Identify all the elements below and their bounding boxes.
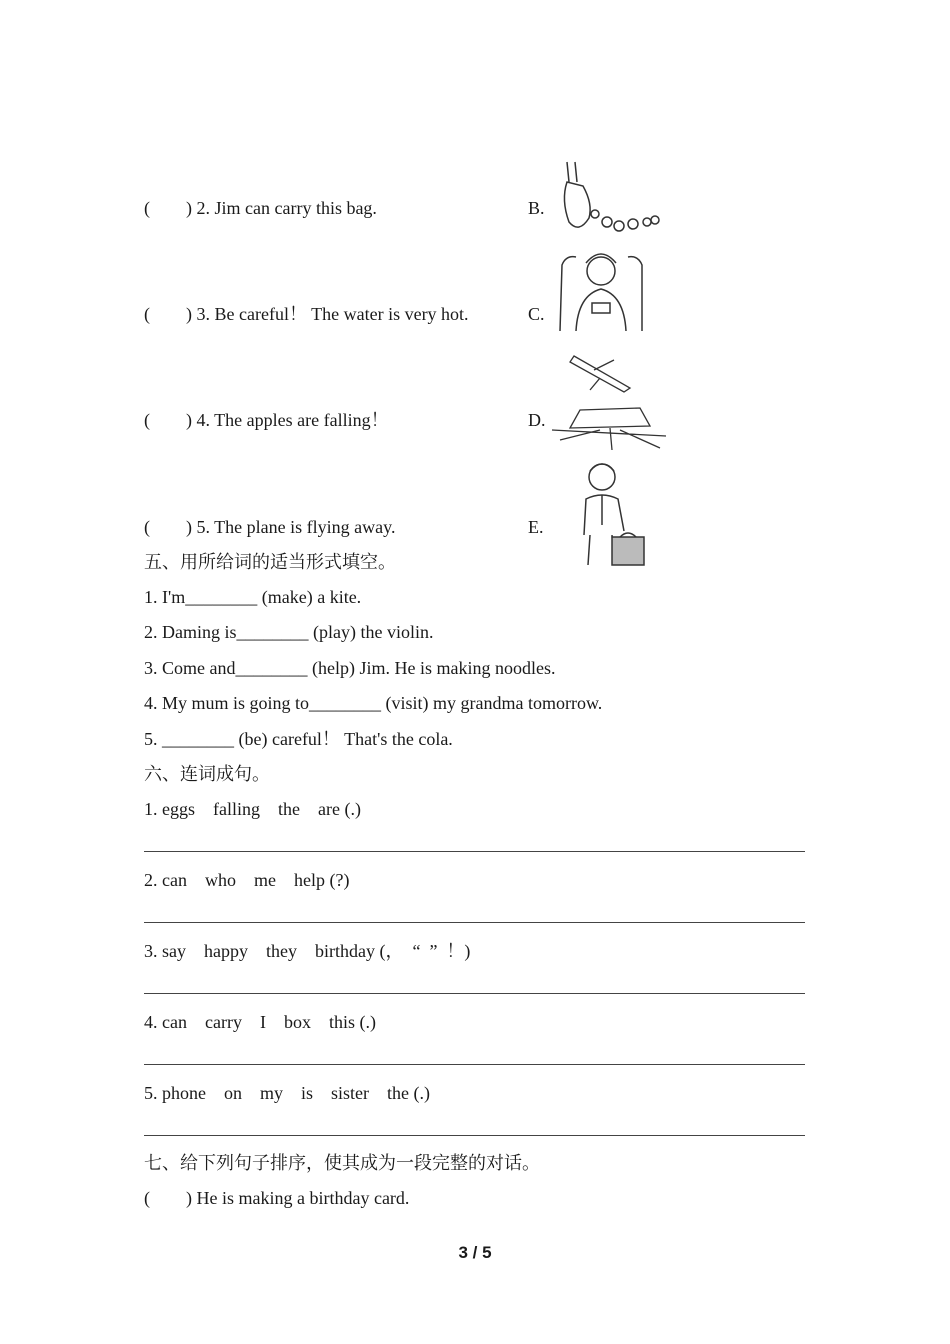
word-order-item-3: 3. say happy they birthday (， “ ” ！)	[144, 941, 471, 961]
plane-flying-illustration	[550, 350, 668, 452]
fill-blank-item-1: 1. I'm________ (make) a kite.	[144, 587, 362, 607]
option-e-label: E.	[528, 517, 544, 537]
page-number: 3 / 5	[458, 1243, 492, 1262]
section-7-heading: 七、给下列句子排序，使其成为一段完整的对话。	[144, 1153, 540, 1173]
word-order-item-2: 2. can who me help (?)	[144, 870, 350, 890]
option-b-label: B.	[528, 198, 545, 218]
section-5-heading: 五、用所给词的适当形式填空。	[144, 552, 396, 572]
man-with-bag-illustration	[578, 455, 650, 573]
matching-item-5: ( ) 5. The plane is flying away.	[144, 517, 396, 537]
matching-item-3: ( ) 3. Be careful！ The water is very hot.	[144, 304, 469, 324]
falling-apples-illustration	[555, 160, 665, 238]
matching-item-4: ( ) 4. The apples are falling！	[144, 410, 389, 430]
answer-line-1	[144, 851, 805, 852]
fill-blank-item-4: 4. My mum is going to________ (visit) my grandma tomorrow.	[144, 693, 603, 713]
option-c-label: C.	[528, 304, 545, 324]
word-order-item-4: 4. can carry I box this (.)	[144, 1012, 376, 1032]
fill-blank-item-3: 3. Come and________ (help) Jim. He is making noodles.	[144, 658, 556, 678]
answer-line-2	[144, 922, 805, 923]
answer-line-3	[144, 993, 805, 994]
option-d-label: D.	[528, 410, 546, 430]
fill-blank-item-2: 2. Daming is________ (play) the violin.	[144, 622, 434, 642]
answer-line-5	[144, 1135, 805, 1136]
word-order-item-1: 1. eggs falling the are (.)	[144, 799, 361, 819]
answer-line-4	[144, 1064, 805, 1065]
word-order-item-5: 5. phone on my is sister the (.)	[144, 1083, 430, 1103]
fill-blank-item-5: 5. ________ (be) careful！ That's the cola.	[144, 729, 453, 749]
ordering-item-1: ( ) He is making a birthday card.	[144, 1188, 410, 1208]
girl-hot-water-illustration	[556, 245, 648, 333]
section-6-heading: 六、连词成句。	[144, 764, 270, 784]
matching-item-2: ( ) 2. Jim can carry this bag.	[144, 198, 377, 218]
